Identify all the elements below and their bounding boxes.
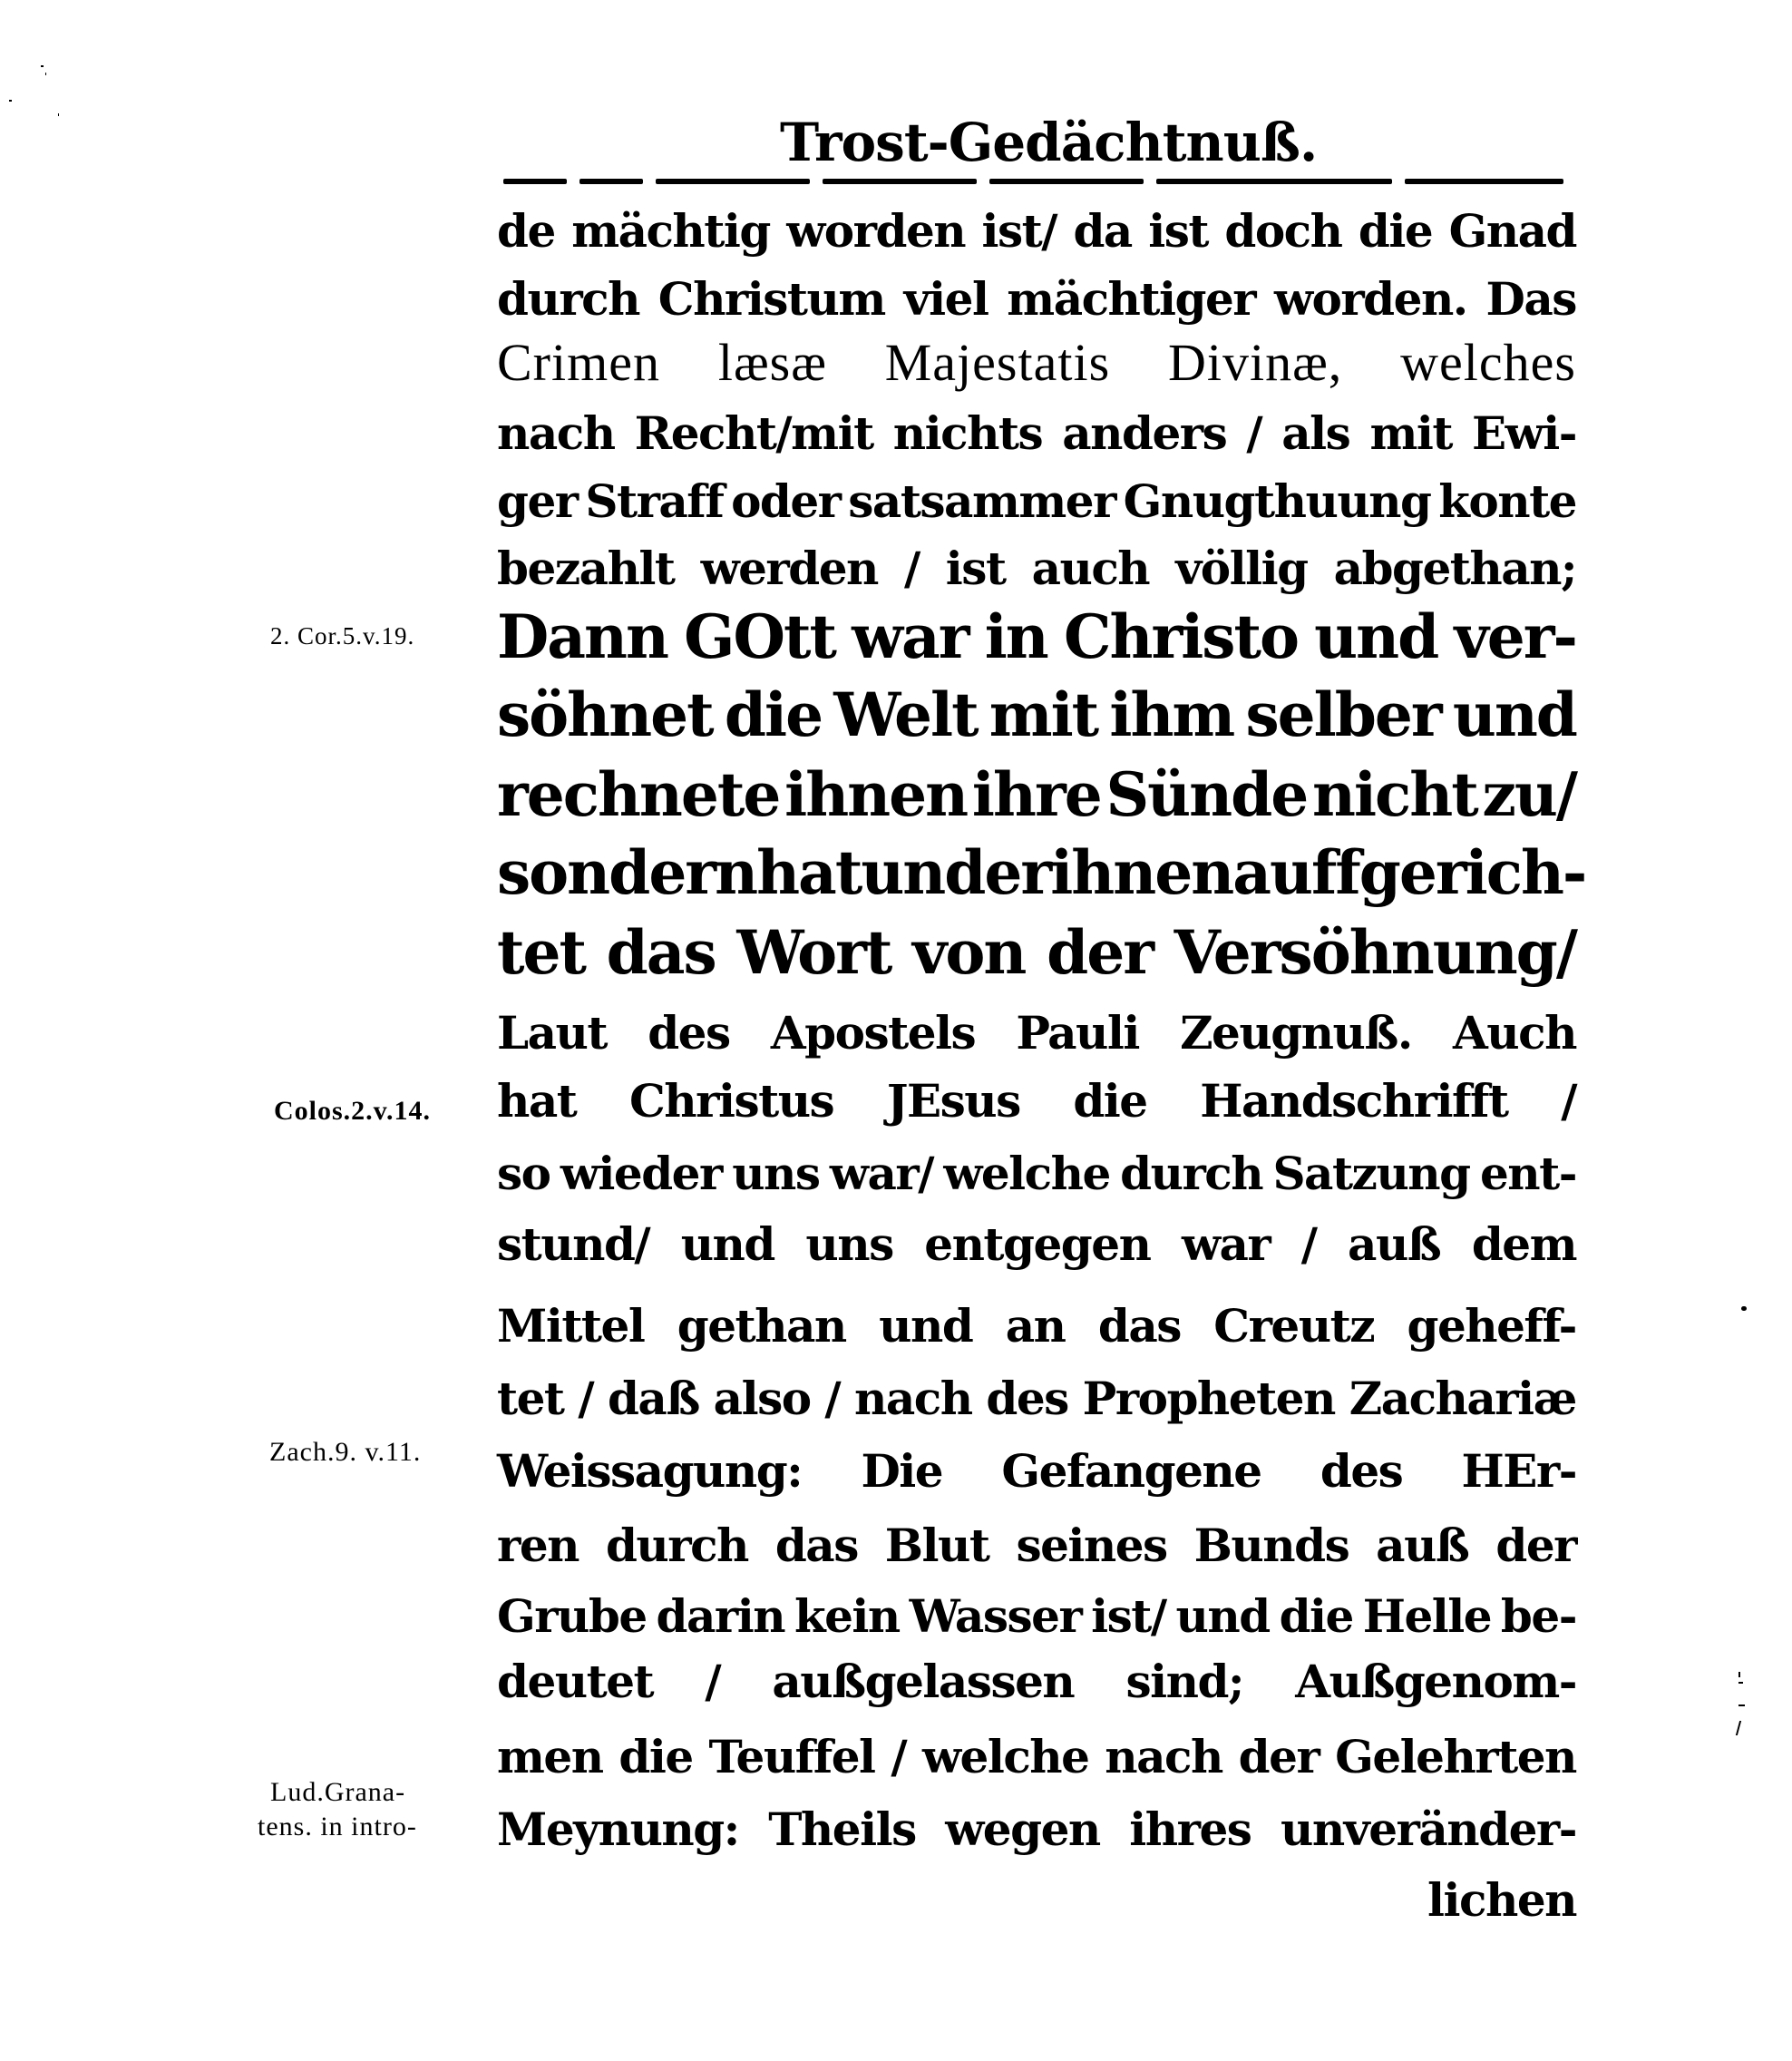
word: / <box>903 542 920 595</box>
rule-segment <box>656 179 810 184</box>
word: das <box>1097 1299 1181 1353</box>
rule-segment <box>503 179 567 184</box>
word: tet <box>497 1372 564 1425</box>
word: der <box>1047 917 1153 988</box>
word: sind; <box>1125 1655 1243 1708</box>
text-line <box>497 473 1576 531</box>
word: der <box>1238 1730 1320 1783</box>
word: Wort <box>736 917 891 988</box>
text-line <box>497 1072 1576 1130</box>
word: / <box>1300 1217 1317 1271</box>
header-rule <box>503 179 1564 188</box>
word: men <box>497 1730 603 1783</box>
text-line <box>497 1653 1576 1711</box>
word: Versöhnung/ <box>1174 917 1576 988</box>
word: uns <box>805 1217 893 1271</box>
text-line <box>497 405 1576 463</box>
word: / <box>1561 1074 1576 1128</box>
word: so <box>497 1147 550 1200</box>
scan-speck <box>1738 1672 1740 1677</box>
margin-note-cor: 2. Cor.5.v.19. <box>270 622 415 650</box>
word: deutet <box>497 1655 654 1708</box>
word: ihnen <box>1050 837 1233 908</box>
word: JEsus <box>886 1074 1020 1128</box>
word: ver- <box>1454 601 1576 672</box>
word: Apostels <box>770 1006 976 1060</box>
text-line <box>497 1145 1576 1203</box>
text-line-emphasis <box>497 836 1586 909</box>
text-line <box>497 1370 1576 1428</box>
word: in <box>984 601 1047 672</box>
word: ent- <box>1479 1147 1576 1200</box>
word: welche <box>943 1147 1110 1200</box>
word: Propheten <box>1082 1372 1335 1425</box>
text-line-emphasis <box>497 679 1576 751</box>
word: tet <box>497 917 585 988</box>
word: Christus <box>628 1074 834 1128</box>
scan-speck <box>45 73 46 75</box>
word: als <box>1281 406 1350 460</box>
word: Dann <box>497 601 667 672</box>
word: Divinæ, <box>1167 333 1343 392</box>
word: Zeugnuß. <box>1180 1006 1412 1060</box>
word: auch <box>1031 542 1150 595</box>
word: worden <box>786 204 966 258</box>
word: / <box>824 1372 841 1425</box>
word: Weissagung: <box>497 1444 803 1498</box>
word: abgethan; <box>1333 542 1576 595</box>
word: wieder <box>560 1147 722 1200</box>
word: und <box>1314 601 1438 672</box>
word: gethan <box>677 1299 846 1353</box>
word: das <box>774 1519 858 1572</box>
word: Die <box>861 1444 943 1498</box>
word: mächtig <box>571 204 770 258</box>
scan-speck <box>1741 1306 1747 1311</box>
text-line <box>497 202 1576 260</box>
text-line <box>497 270 1576 328</box>
text-line <box>497 1004 1576 1062</box>
word: kein <box>794 1589 900 1643</box>
word: Gefangene <box>1001 1444 1261 1498</box>
word: Auch <box>1453 1006 1576 1060</box>
word: selber <box>1245 679 1441 750</box>
word: wegen <box>945 1802 1100 1856</box>
word: oder <box>731 474 841 528</box>
word: viel <box>903 272 989 326</box>
word: worden. <box>1273 272 1467 326</box>
text-line <box>497 1517 1576 1575</box>
word: ihres <box>1129 1802 1251 1856</box>
word: ist/ <box>1091 1589 1166 1643</box>
word: mit <box>989 679 1098 750</box>
word: völlig <box>1175 542 1308 595</box>
word: darin <box>656 1589 785 1643</box>
word: Handschrifft <box>1200 1074 1508 1128</box>
rule-segment <box>823 179 977 184</box>
word: Crimen <box>497 333 660 392</box>
word: zu/ <box>1482 759 1576 830</box>
word: Theils <box>768 1802 916 1856</box>
word: die <box>618 1730 693 1783</box>
word: Recht/mit <box>634 406 873 460</box>
word: nicht <box>1311 759 1477 830</box>
word: von <box>912 917 1026 988</box>
text-line-emphasis <box>497 601 1576 673</box>
word: Satzung <box>1272 1147 1470 1200</box>
word: rechnete <box>497 759 780 830</box>
word: be- <box>1500 1589 1576 1643</box>
word: Christo <box>1063 601 1298 672</box>
word: ren <box>497 1519 579 1572</box>
text-line <box>497 1728 1576 1786</box>
word: Das <box>1485 272 1576 326</box>
word: Christum <box>657 272 885 326</box>
word: Teuffel <box>708 1730 875 1783</box>
scan-speck <box>1738 1704 1745 1706</box>
word: Straff <box>585 474 724 528</box>
word: Wasser <box>909 1589 1082 1643</box>
text-line-emphasis <box>497 758 1576 831</box>
word: Welt <box>833 679 978 750</box>
word: ihnen <box>784 759 968 830</box>
word: unveränder- <box>1280 1802 1576 1856</box>
word: / <box>891 1730 907 1783</box>
word: der <box>1495 1519 1576 1572</box>
word: an <box>1005 1299 1066 1353</box>
text-line <box>497 1801 1576 1859</box>
margin-note-zach: Zach.9. v.11. <box>269 1437 422 1467</box>
word: de <box>497 204 555 258</box>
text-line-emphasis <box>497 916 1576 989</box>
word: Ewi- <box>1472 406 1576 460</box>
word: Majestatis <box>884 333 1111 392</box>
word: stund/ <box>497 1217 650 1271</box>
word: Meynung: <box>497 1802 739 1856</box>
word: auß <box>1376 1519 1469 1572</box>
word: / <box>578 1372 594 1425</box>
rule-segment <box>1156 179 1392 184</box>
word: die <box>724 679 823 750</box>
word: Blut <box>884 1519 989 1572</box>
word: Sünde <box>1105 759 1308 830</box>
word: / <box>705 1655 721 1708</box>
rule-segment <box>579 179 643 184</box>
word: werden <box>700 542 878 595</box>
word: ihre <box>971 759 1101 830</box>
word: ist <box>945 542 1006 595</box>
word: Laut <box>497 1006 608 1060</box>
word: ist <box>1148 204 1208 258</box>
word: nichts <box>892 406 1043 460</box>
word: Mittel <box>497 1299 645 1353</box>
text-line-latin <box>497 334 1576 392</box>
running-head: Trost-Gedächtnuß. <box>780 112 1318 173</box>
rule-segment <box>1405 179 1563 184</box>
word: die <box>1073 1074 1147 1128</box>
word: dem <box>1471 1217 1576 1271</box>
word: des <box>986 1372 1068 1425</box>
margin-note-colos: Colos.2.v.14. <box>274 1096 432 1126</box>
word: konte <box>1438 474 1576 528</box>
word: nach <box>1105 1730 1222 1783</box>
word: welches <box>1400 333 1576 392</box>
word: daß <box>607 1372 699 1425</box>
scan-speck <box>9 100 12 102</box>
word: nach <box>497 406 615 460</box>
word: seines <box>1016 1519 1167 1572</box>
word: Grube <box>497 1589 647 1643</box>
text-line <box>497 1297 1576 1355</box>
text-line <box>497 540 1576 598</box>
word: Creutz <box>1213 1299 1375 1353</box>
word: doch <box>1224 204 1342 258</box>
word: durch <box>605 1519 748 1572</box>
word: anders <box>1062 406 1227 460</box>
word: bezahlt <box>497 542 675 595</box>
word: hat <box>756 837 862 908</box>
word: GOtt <box>684 601 835 672</box>
word: und <box>1452 679 1576 750</box>
margin-note-granatens-1: Lud.Grana- <box>270 1777 406 1807</box>
word: uns <box>732 1147 820 1200</box>
rule-segment <box>989 179 1144 184</box>
word: das <box>606 917 716 988</box>
word: außgelassen <box>772 1655 1075 1708</box>
word: / <box>1246 406 1262 460</box>
scan-speck <box>58 113 59 116</box>
word: mit <box>1369 406 1452 460</box>
word: ger <box>497 474 578 528</box>
word: Pauli <box>1016 1006 1139 1060</box>
word: Gelehrten <box>1335 1730 1576 1783</box>
word: war <box>852 601 969 672</box>
word: sondern <box>497 837 757 908</box>
word: læsæ <box>717 333 827 392</box>
word: entgegen <box>924 1217 1151 1271</box>
word: Gnugthuung <box>1123 474 1431 528</box>
word: Zachariæ <box>1349 1372 1576 1425</box>
catchword: lichen <box>1427 1873 1576 1927</box>
word: auffgerich- <box>1232 837 1586 908</box>
word: söhnet <box>497 679 713 750</box>
text-line <box>497 1216 1576 1274</box>
word: mächtiger <box>1007 272 1256 326</box>
word: war/ <box>829 1147 933 1200</box>
word: da <box>1073 204 1132 258</box>
word: und <box>680 1217 774 1271</box>
text-line <box>497 1442 1576 1500</box>
scan-speck <box>1736 1721 1741 1735</box>
margin-note-granatens-2: tens. in intro- <box>258 1812 417 1841</box>
word: Gnad <box>1448 204 1576 258</box>
word: war <box>1181 1217 1271 1271</box>
word: durch <box>497 272 639 326</box>
word: hat <box>497 1074 577 1128</box>
word: also <box>713 1372 811 1425</box>
word: Außgenom- <box>1295 1655 1576 1708</box>
word: under <box>861 837 1051 908</box>
word: satsammer <box>848 474 1115 528</box>
word: und <box>1175 1589 1270 1643</box>
word: nach <box>854 1372 972 1425</box>
word: die <box>1358 204 1433 258</box>
word: HEr- <box>1461 1444 1576 1498</box>
word: Helle <box>1362 1589 1492 1643</box>
word: durch <box>1120 1147 1263 1200</box>
word: auß <box>1348 1217 1441 1271</box>
word: welche <box>921 1730 1089 1783</box>
word: geheff- <box>1407 1299 1576 1353</box>
word: und <box>879 1299 973 1353</box>
word: ihm <box>1109 679 1234 750</box>
word: ist/ <box>981 204 1057 258</box>
text-line <box>497 1587 1576 1646</box>
word: die <box>1279 1589 1353 1643</box>
scan-speck <box>41 65 44 67</box>
word: Bunds <box>1193 1519 1349 1572</box>
word: des <box>1320 1444 1403 1498</box>
scan-speck <box>1738 1682 1743 1684</box>
word: des <box>648 1006 730 1060</box>
